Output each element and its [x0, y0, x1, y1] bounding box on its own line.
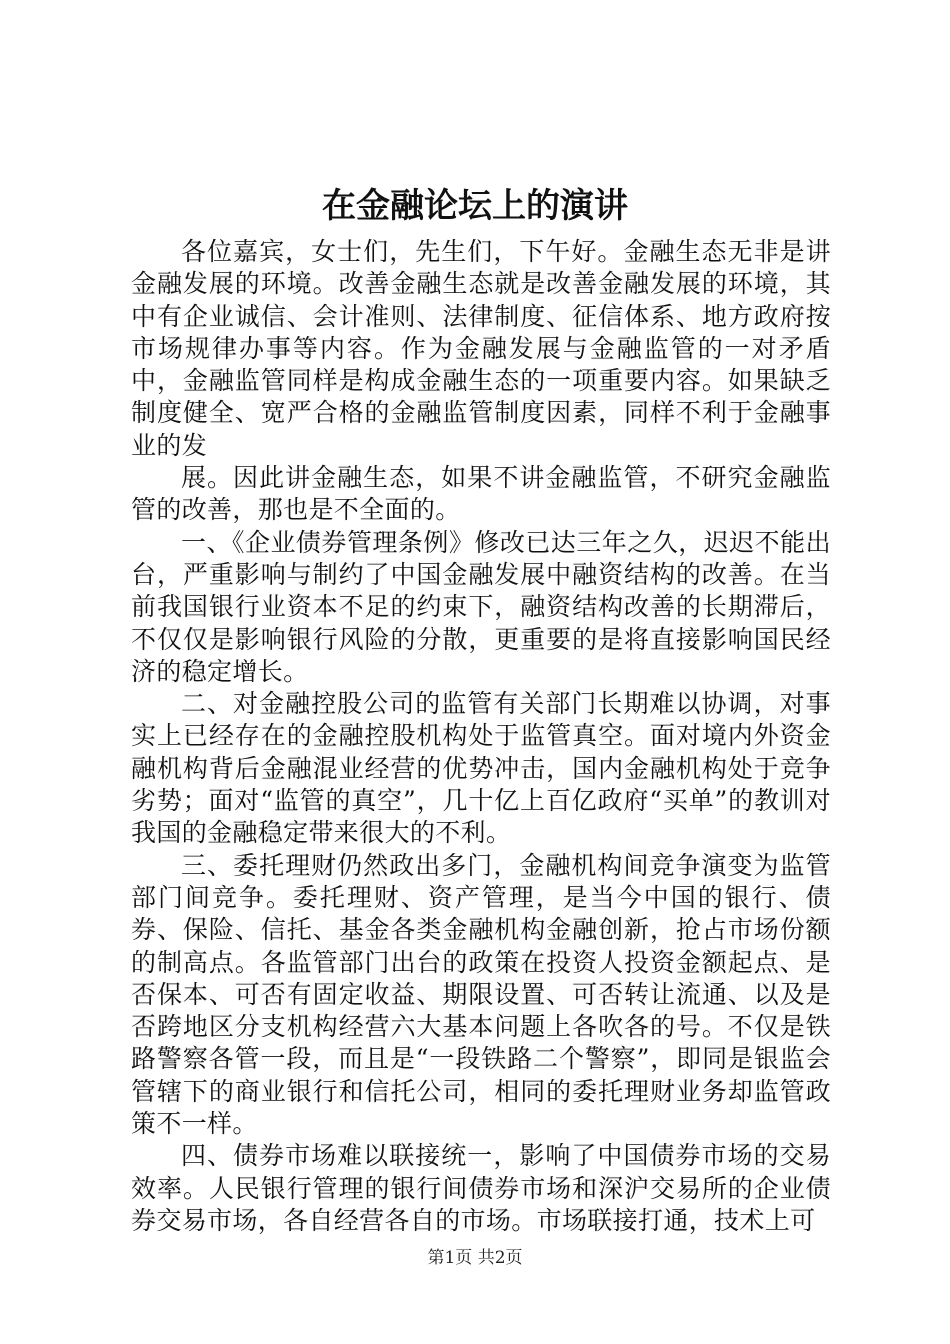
paragraph-continuation: 展。因此讲金融生态，如果不讲金融监管，不研究金融监管的改善，那也是不全面的。 — [131, 463, 831, 525]
paragraph-point-two: 二、对金融控股公司的监管有关部门长期难以协调，对事实上已经存在的金融控股机构处于监管真空。面对境内外资金融机构背后金融混业经营的优势冲击，国内金融机构处于竞争劣势；面对“监管的真空”，几十亿上百亿政府“买单”的教训对我国的金融稳定带来很大的不利。 — [131, 689, 831, 848]
paragraph-point-four: 四、债券市场难以联接统一，影响了中国债券市场的交易效率。人民银行管理的银行间债券市场和深沪交易所的企业债券交易市场，各自经营各自的市场。市场联接打通，技术上可 — [131, 1141, 831, 1235]
document-title: 在金融论坛上的演讲 — [322, 186, 628, 226]
document-body — [131, 236, 831, 1237]
paragraph-point-three: 三、委托理财仍然政出多门，金融机构间竞争演变为监管部门间竞争。委托理财、资产管理，是当今中国的银行、债券、保险、信托、基金各类金融机构金融创新，抢占市场份额的制高点。各监管部门出台的政策在投资人投资金额起点、是否保本、可否有固定收益、期限设置、可否转让流通、以及是否跨地区分支机构经营六大基本问题上各吹各的号。不仅是铁路警察各管一段，而且是“一段铁路二个警察”，即同是银监会管辖下的商业银行和信托公司，相同的委托理财业务却监管政策不一样。 — [131, 850, 831, 1139]
paragraph-point-one: 一、《企业债券管理条例》修改已达三年之久，迟迟不能出台，严重影响与制约了中国金融发展中融资结构的改善。在当前我国银行业资本不足的约束下，融资结构改善的长期滞后，不仅仅是影响银行风险的分散，更重要的是将直接影响国民经济的稳定增长。 — [131, 527, 831, 686]
paragraph-greeting: 各位嘉宾，女士们，先生们，下午好。金融生态无非是讲金融发展的环境。改善金融生态就是改善金融发展的环境，其中有企业诚信、会计准则、法律制度、征信体系、地方政府按市场规律办事等内容。作为金融发展与金融监管的一对矛盾中，金融监管同样是构成金融生态的一项重要内容。如果缺乏制度健全、宽严合格的金融监管制度因素，同样不利于金融事业的发 — [131, 237, 831, 460]
page-number-footer: 第1页 共2页 — [427, 1248, 523, 1268]
